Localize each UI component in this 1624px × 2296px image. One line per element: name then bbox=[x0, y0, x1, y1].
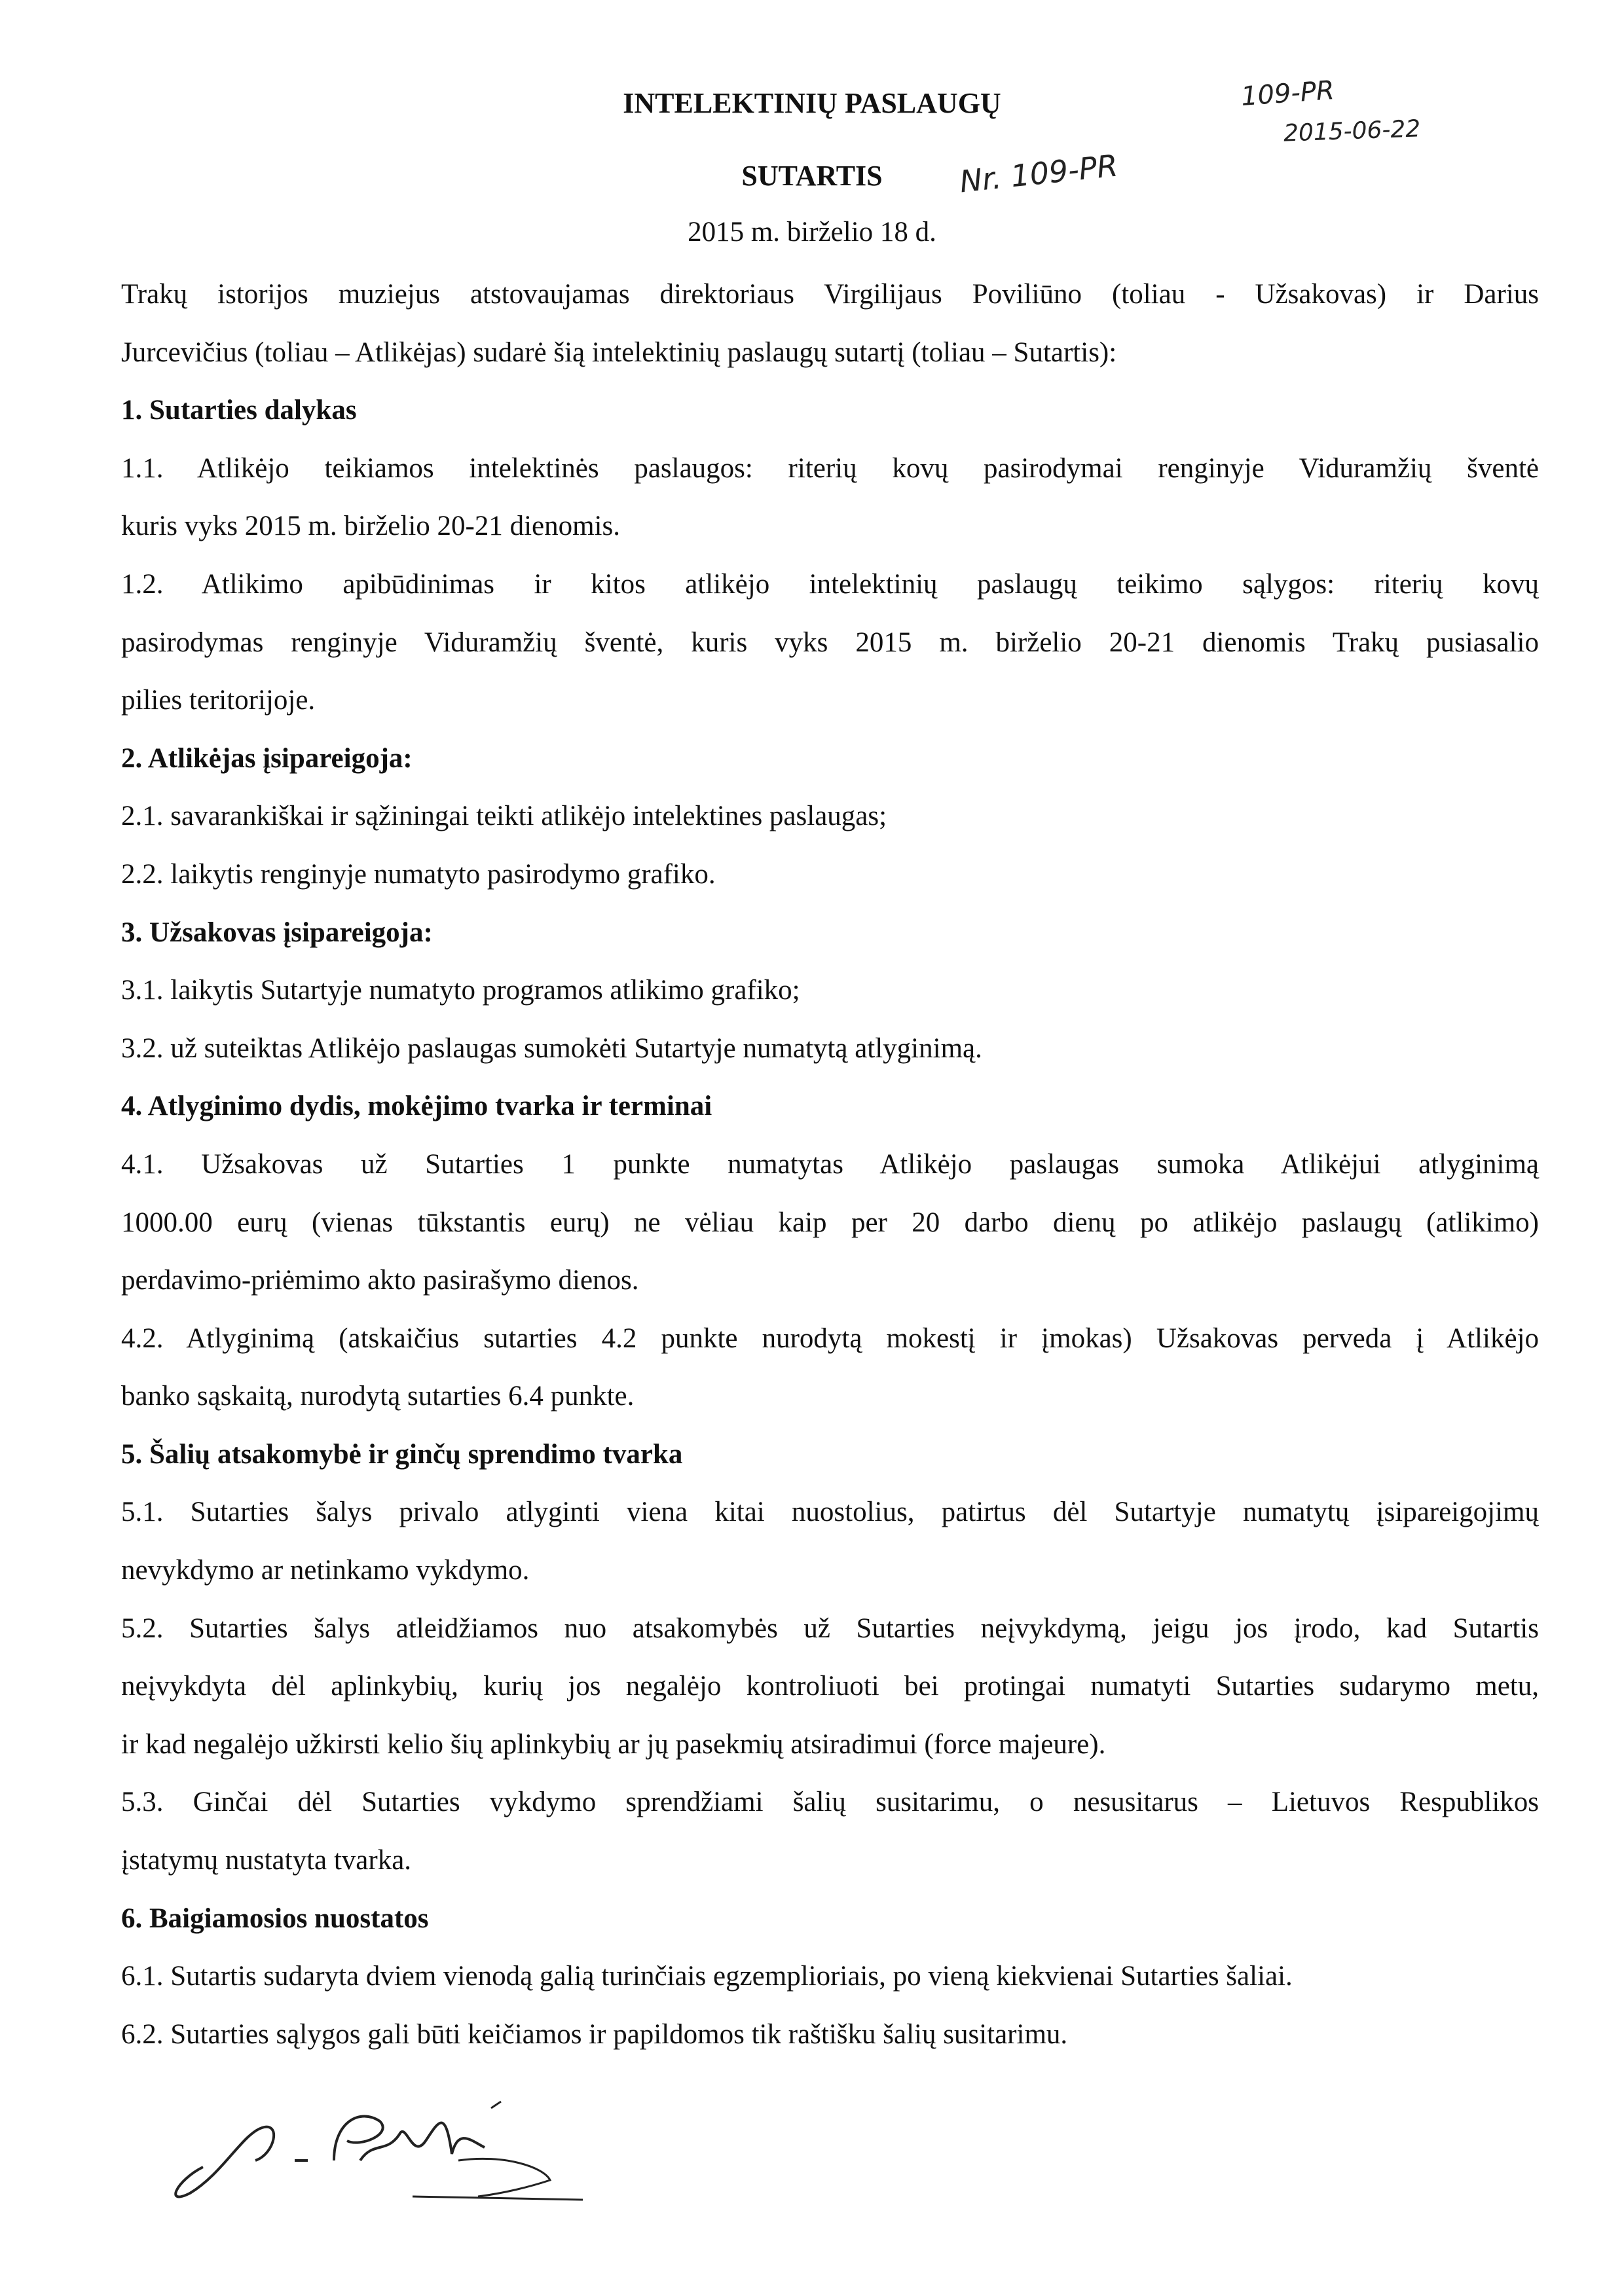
document-title: INTELEKTINIŲ PASLAUGŲ bbox=[623, 87, 1001, 119]
text-line: 1.1. Atlikėjo teikiamos intelektinės paslaugos: riterių kovų pasirodymai renginyje Viduramžių šventė bbox=[121, 452, 1539, 484]
text-line: 4.2. Atlyginimą (atskaičius sutarties 4.2 punkte nurodytą mokestį ir įmokas) Užsakovas perveda į Atlikėjo bbox=[121, 1322, 1539, 1354]
text-line: Jurcevičius (toliau – Atlikėjas) sudarė šią intelektinių paslaugų sutartį (toliau – Sutartis): bbox=[121, 337, 1117, 368]
section-heading: 2. Atlikėjas įsipareigoja: bbox=[121, 742, 413, 774]
document-subtitle: SUTARTIS bbox=[741, 160, 883, 192]
text-line: pilies teritorijoje. bbox=[121, 685, 316, 716]
section-heading: 1. Sutarties dalykas bbox=[121, 395, 357, 426]
section-heading: 6. Baigiamosios nuostatos bbox=[121, 1903, 429, 1934]
text-line: kuris vyks 2015 m. birželio 20-21 dienomis. bbox=[121, 511, 620, 542]
section-heading: 4. Atlyginimo dydis, mokėjimo tvarka ir terminai bbox=[121, 1091, 712, 1122]
handwritten-registration-date: 2015-06-22 bbox=[1283, 115, 1421, 147]
text-line: banko sąskaitą, nurodytą sutarties 6.4 punkte. bbox=[121, 1381, 635, 1412]
text-line: nevykdymo ar netinkamo vykdymo. bbox=[121, 1555, 530, 1586]
text-line: 5.2. Sutarties šalys atleidžiamos nuo atsakomybės už Sutarties neįvykdymą, jeigu jos įrodo, kad Sutartis bbox=[121, 1613, 1539, 1644]
document-body bbox=[121, 266, 1539, 2064]
text-line: 1000.00 eurų (vienas tūkstantis eurų) ne vėliau kaip per 20 darbo dienų po atlikėjo paslaugų (atlikimo) bbox=[121, 1207, 1539, 1238]
text-line: 3.2. už suteiktas Atlikėjo paslaugas sumokėti Sutartyje numatytą atlyginimą. bbox=[121, 1032, 982, 1064]
document-date: 2015 m. birželio 18 d. bbox=[688, 217, 936, 247]
text-line: 5.3. Ginčai dėl Sutarties vykdymo sprendžiami šalių susitarimu, o nesusitarus – Lietuvos Respublikos bbox=[121, 1787, 1539, 1818]
text-line: pasirodymas renginyje Viduramžių šventė, kuris vyks 2015 m. birželio 20-21 dienomis Trakų pusiasalio bbox=[121, 627, 1539, 658]
text-line: 5.1. Sutarties šalys privalo atlyginti viena kitai nuostolius, patirtus dėl Sutartyje numatytų įsipareigojimų bbox=[121, 1497, 1539, 1528]
handwritten-signature bbox=[164, 2082, 622, 2213]
text-line: neįvykdyta dėl aplinkybių, kurių jos negalėjo kontroliuoti bei protingai numatyti Sutarties sudarymo metu, bbox=[121, 1671, 1539, 1702]
text-line: 2.1. savarankiškai ir sąžiningai teikti atlikėjo intelektines paslaugas; bbox=[121, 801, 887, 832]
text-line: 6.2. Sutarties sąlygos gali būti keičiamos ir papildomos tik raštišku šalių susitarimu. bbox=[121, 2018, 1068, 2050]
handwritten-contract-number: Nr. 109-PR bbox=[957, 147, 1120, 200]
text-line: 6.1. Sutartis sudaryta dviem vienodą galią turinčiais egzemplioriais, po vieną kiekvienai Sutarties šaliai. bbox=[121, 1961, 1293, 1992]
handwritten-registration-number: 109-PR bbox=[1240, 75, 1336, 112]
section-heading: 5. Šalių atsakomybė ir ginčų sprendimo tvarka bbox=[121, 1438, 683, 1470]
text-line: 4.1. Užsakovas už Sutarties 1 punkte numatytas Atlikėjo paslaugas sumoka Atlikėjui atlyginimą bbox=[121, 1148, 1539, 1180]
text-line: Trakų istorijos muziejus atstovaujamas direktoriaus Virgilijaus Poviliūno (toliau - Užsakovas) ir Darius bbox=[121, 279, 1539, 310]
text-line: perdavimo-priėmimo akto pasirašymo dienos. bbox=[121, 1265, 639, 1296]
text-line: 2.2. laikytis renginyje numatyto pasirodymo grafiko. bbox=[121, 858, 716, 890]
section-heading: 3. Užsakovas įsipareigoja: bbox=[121, 917, 433, 948]
text-line: 3.1. laikytis Sutartyje numatyto programos atlikimo grafiko; bbox=[121, 975, 800, 1006]
text-line: ir kad negalėjo užkirsti kelio šių aplinkybių ar jų pasekmių atsiradimui (force majeure). bbox=[121, 1728, 1106, 1760]
text-line: įstatymų nustatyta tvarka. bbox=[121, 1845, 412, 1876]
text-line: 1.2. Atlikimo apibūdinimas ir kitos atlikėjo intelektinių paslaugų teikimo sąlygos: riterių kovų bbox=[121, 568, 1539, 600]
